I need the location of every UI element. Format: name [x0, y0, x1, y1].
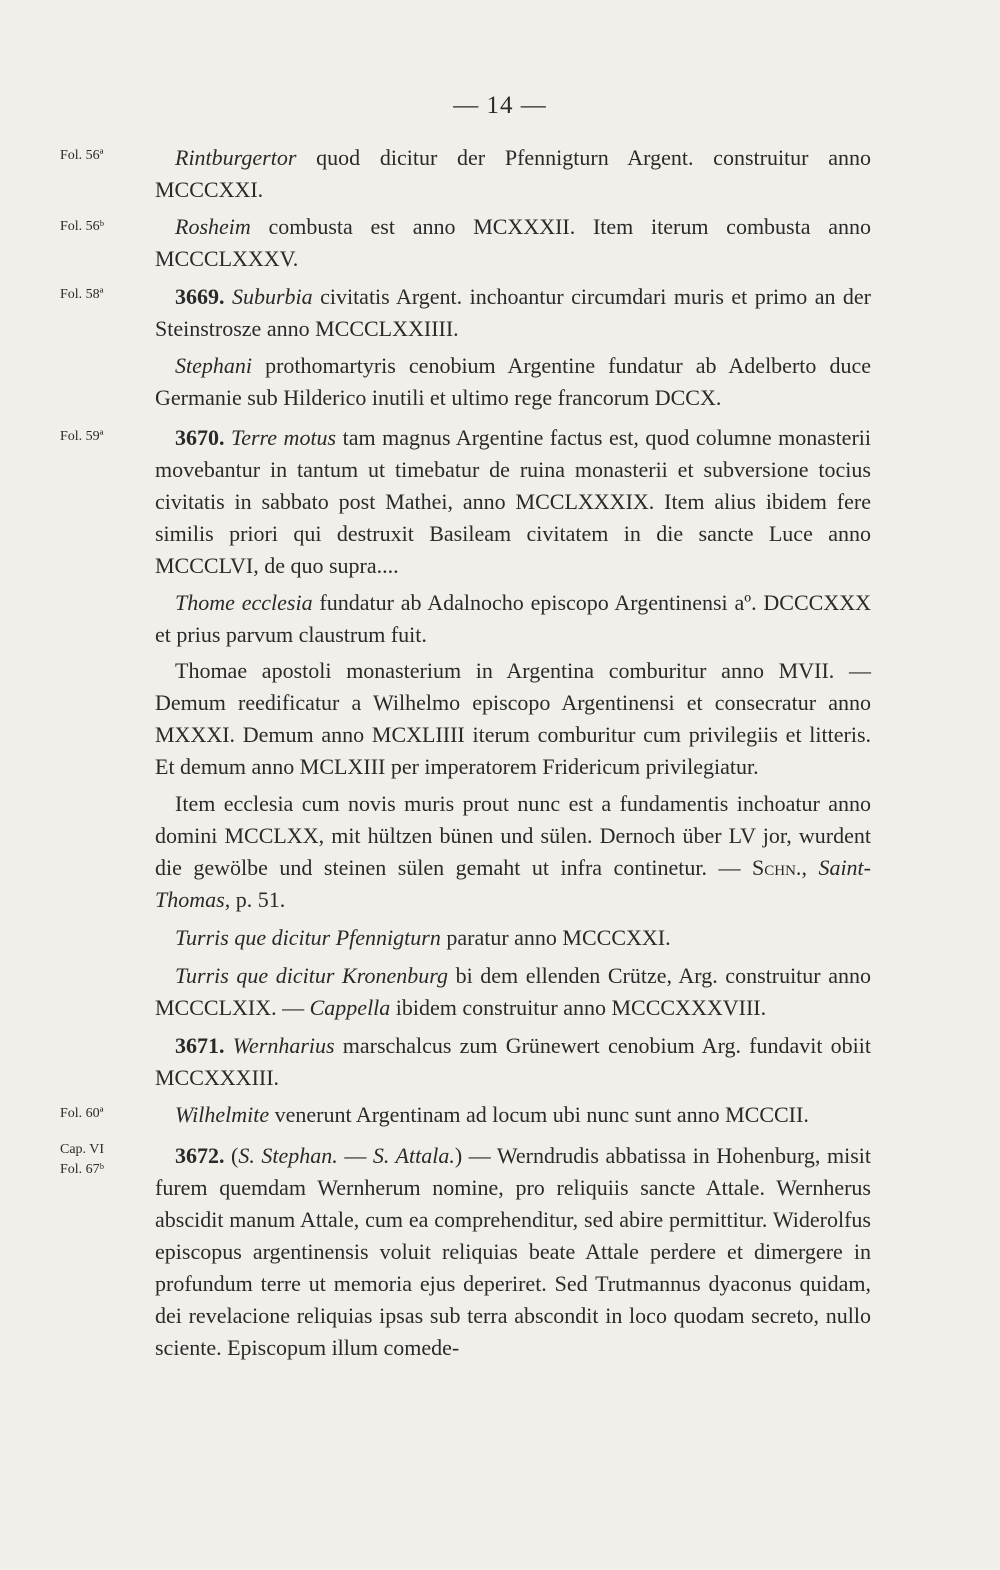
paragraph-text: prothomartyris cenobium Argentine fundatur ab Adelberto duce Germanie sub Hilderico inutili et ultimo rege francorum DCCX.: [155, 353, 871, 410]
paragraph-keyword: Cappella: [309, 995, 391, 1020]
margin-note-cap-vi: Cap. VI: [60, 1142, 105, 1157]
margin-note-fol-56a: Fol. 56ª: [60, 148, 104, 163]
margin-note-fol-58a: Fol. 58ª: [60, 287, 104, 302]
paragraph-thomae-apostoli: [155, 655, 871, 783]
paragraph-text: fundatur ab Adalnocho episcopo Argentinensi aº. DCCCXXX et prius parvum claustrum fuit.: [155, 590, 871, 647]
paragraph-turris-kronenburg: [155, 960, 871, 1024]
paragraph-text: marschalcus zum Grünewert cenobium Arg. fundavit obiit MCCXXXIII.: [155, 1033, 872, 1090]
paragraph-rosheim: [155, 211, 871, 275]
paragraph-text: tam magnus Argentine factus est, quod columne monasterii movebantur in tantum ut timebatur de ruina monasterii et subversione tocius civitatis in sabbato post Mathei, anno MCCLXXXIX. Item alius ibidem fere similis priori qui destruxit Basileam civitatem in die sancte Luce anno MCCCLVI, de quo supra....: [155, 425, 871, 578]
paragraph-keyword: Thome ecclesia: [175, 590, 313, 615]
paragraph-text: combusta est anno MCXXXII. Item iterum combusta anno MCCCLXXXV.: [155, 214, 871, 271]
paragraph-thome-ecclesia: [155, 587, 871, 651]
entry-3672: [155, 1140, 871, 1364]
citation-page: , p. 51.: [224, 887, 286, 912]
paragraph-keyword: S. Attala.: [372, 1143, 455, 1168]
entry-3671: [155, 1030, 871, 1094]
entry-number: 3670.: [175, 425, 225, 450]
margin-note-fol-67b: Fol. 67ᵇ: [60, 1162, 105, 1177]
paragraph-keyword: Turris que dicitur Kronenburg: [175, 963, 448, 988]
paragraph-text: ibidem construitur anno MCCCXXXVIII.: [390, 995, 767, 1020]
margin-note-fol-56b: Fol. 56ᵇ: [60, 219, 105, 234]
margin-note-fol-60a: Fol. 60ª: [60, 1106, 104, 1121]
paragraph-rintburgertor: [155, 142, 871, 206]
paragraph-text: Item ecclesia cum novis muris prout nunc est a fundamentis inchoatur anno domini MCCLXX, mit hültzen bünen und sülen. Dernoch über LV jor, wurdent die gewölbe und steinen sülen gemaht ut infra continetur. —: [155, 791, 871, 880]
paragraph-text: ,: [801, 855, 819, 880]
paragraph-text: venerunt Argentinam ad locum ubi nunc sunt anno MCCCII.: [269, 1102, 809, 1127]
margin-note-fol-59a: Fol. 59ª: [60, 429, 104, 444]
paragraph-keyword: Wernharius: [232, 1033, 335, 1058]
paragraph-keyword: Suburbia: [231, 284, 313, 309]
paragraph-item-ecclesia: [155, 788, 871, 916]
paragraph-wilhelmite: [155, 1099, 871, 1131]
citation-title: Saint-Thomas: [155, 855, 871, 912]
paragraph-keyword: Terre motus: [231, 425, 337, 450]
paragraph-text: civitatis Argent. inchoantur circumdari muris et primo an der Steinstrosze anno MCCCLXXIIII.: [155, 284, 872, 341]
entry-number: 3669.: [175, 284, 225, 309]
paragraph-text: Thomae apostoli monasterium in Argentina comburitur anno MVII. — Demum reedificatur a Wilhelmo episcopo Argentinensi et consecratur anno MXXXI. Demum anno MCXLIIII iterum comburitur cum privilegiis et litteris. Et demum anno MCLXIII per imperatorem Fridericum privilegiatur.: [155, 658, 871, 779]
paragraph-text: —: [337, 1143, 373, 1168]
paragraph-text: ) — Werndrudis abbatissa in Hohenburg, misit furem quemdam Wernherum nomine, pro reliquiis sancte Attale. Wernherus abscidit manum Attale, cum ea comprehenditur, sed abire permittitur. Widerolfus episcopus argentinensis voluit reliquias beate Attale perdere et dimergere in profundum terre ut memoria ejus deperiret. Sed Trutmannus dyaconus quidam, dei revelacione reliquias ipsas sub terra abscondit in loco quodam secreto, nullo sciente. Episcopum illum comede-: [155, 1143, 871, 1360]
paragraph-text: paratur anno MCCCXXI.: [440, 925, 671, 950]
paragraph-keyword: Wilhelmite: [175, 1102, 270, 1127]
paragraph-stephani: [155, 350, 871, 414]
page-number: — 14 —: [453, 92, 547, 119]
citation-author: Schn.: [752, 855, 802, 880]
paragraph-keyword: Rosheim: [175, 214, 251, 239]
paragraph-text: quod dicitur der Pfennigturn Argent. construitur anno MCCCXXI.: [155, 145, 871, 202]
entry-number: 3671.: [175, 1033, 225, 1058]
entry-3670: [155, 422, 871, 582]
paragraph-text: bi dem ellenden Crütze, Arg. construitur anno MCCCLXIX. —: [155, 963, 871, 1020]
paragraph-keyword: Stephani: [175, 353, 252, 378]
paragraph-keyword: S. Stephan.: [238, 1143, 338, 1168]
entry-3669: [155, 281, 871, 345]
paragraph-turris-pfennigturn: [155, 922, 871, 954]
paragraph-keyword: Turris que dicitur Pfennigturn: [175, 925, 441, 950]
entry-number: 3672.: [175, 1143, 225, 1168]
paragraph-keyword: Rintburgertor: [175, 145, 297, 170]
paragraph-text: (: [231, 1143, 239, 1168]
